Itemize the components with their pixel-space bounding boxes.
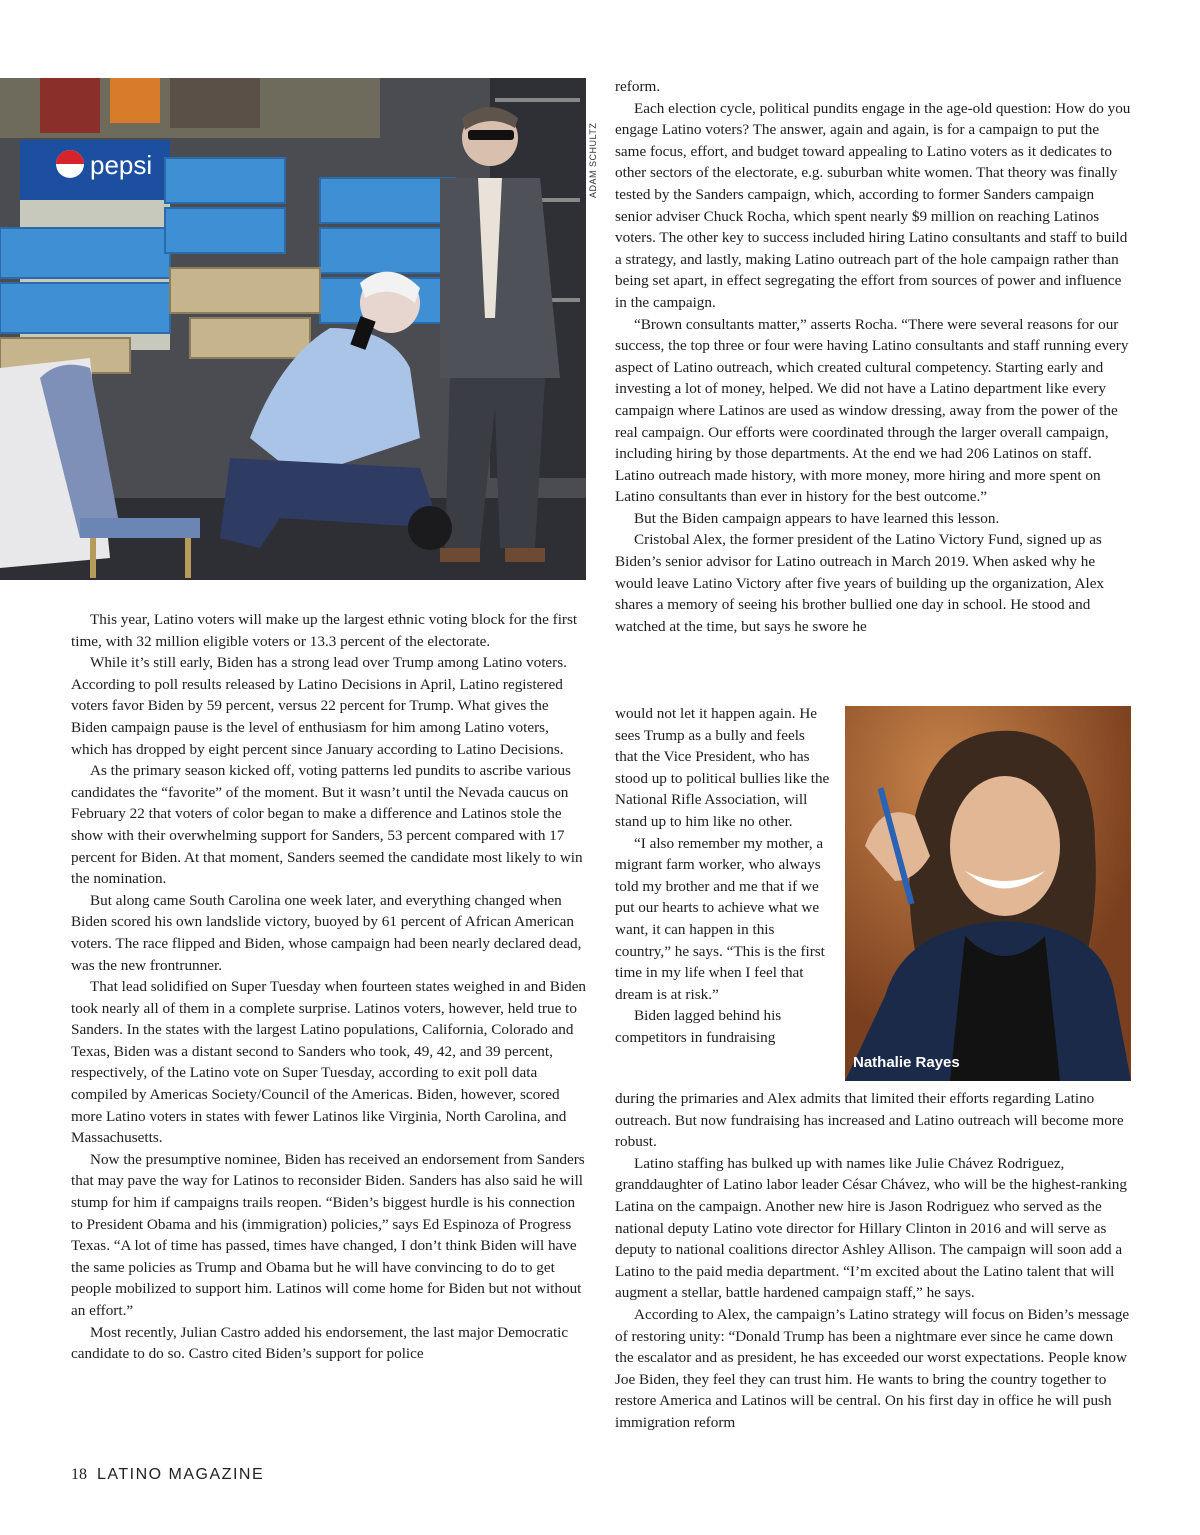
photo-credit: ADAM SCHULTZ <box>588 122 598 198</box>
paragraph: But the Biden campaign appears to have learned this lesson. <box>634 509 1000 527</box>
nathalie-rayes-photo <box>845 706 1131 1081</box>
paragraph: Each election cycle, political pundits engage in the age-old question: How do you engage Latino voters? The answer, again and again, is for a campaign to put the same focus, effort, and budget toward appealing to Latino voters as it dedicates to other sectors of the electorate, e.g. suburban white women. That theory was finally tested by the Sanders campaign, which, according to former Sanders campaign senior adviser Chuck Rocha, which spent nearly $9 million on reaching Latinos voters. The other key to success included hiring Latino consultants and staff to build a strategy, and lastly, making Latino outreach part of the hole campaign rather than being set apart, in effect segregating the effort from sources of power and influence in the campaign. <box>615 99 1131 311</box>
paragraph: Latino staffing has bulked up with names like Julie Chávez Rodriguez, granddaughter of Latino labor leader César Chávez, who will be the highest-ranking Latina on the campaign. Another new hire is Jason Rodriguez who served as the national deputy Latino vote director for Hillary Clinton in 2016 and will serve as deputy to national coalitions director Ashley Allison. The campaign will soon add a Latino to the paid media department. “I’m excited about the Latino talent that will augment a stellar, battle hardened campaign staff,” he says. <box>615 1154 1127 1302</box>
paragraph: reform. <box>615 78 661 95</box>
paragraph: would not let it happen again. He sees Trump as a bully and feels that the Vice President, who has stood up to political bullies like the National Rifle Association, will stand up to him like no other. <box>615 705 830 830</box>
right-column-top <box>615 76 1133 637</box>
magazine-name: LATINO MAGAZINE <box>97 1466 265 1483</box>
left-column <box>71 609 587 1365</box>
paragraph: Now the presumptive nominee, Biden has received an endorsement from Sanders that may pave the way for Latinos to reconsider Biden. Sanders has also said he will stump for him if campaigns trails reopen. “Biden’s biggest hurdle is his connection to President Obama and his (immigration) policies,” says Ed Espinoza of Progress Texas. “A lot of time has passed, times have changed, I don’t think Biden will have the same policies as Trump and Obama but he will have convincing to do to get people mobilized to support him. Latinos will come home for Biden but not without an effort.” <box>71 1150 585 1319</box>
paragraph: According to Alex, the campaign’s Latino strategy will focus on Biden’s message of restoring unity: “Donald Trump has been a nightmare ever since he came down the escalator and as president, he has exceeded our worst expectations. People know Joe Biden, they feel they can trust him. He wants to bring the country together to restore America and Latinos will be central. On his first day in office he will push immigration reform <box>615 1305 1130 1431</box>
biden-phone-photo-illustration <box>0 78 586 580</box>
page-number: 18 <box>71 1466 87 1483</box>
paragraph: Cristobal Alex, the former president of the Latino Victory Fund, signed up as Biden’s senior advisor for Latino outreach in March 2019. When asked why he would leave Latino Victory after five years of building up the organization, Alex shares a memory of seeing his brother bullied one day in school. He stood and watched at the time, but says he swore he <box>615 531 1105 635</box>
pepsi-logo-text: pepsi <box>90 150 153 180</box>
paragraph: during the primaries and Alex admits that limited their efforts regarding Latino outreach. But now fundraising has increased and Latino outreach will become more robust. <box>615 1090 1124 1151</box>
paragraph: “I also remember my mother, a migrant farm worker, who always told my brother and me that if we put our hearts to achieve what we want, it can happen in this country,” he says. “This is the first time in my life when I feel that dream is at risk.” <box>615 834 825 1003</box>
paragraph: “Brown consultants matter,” asserts Rocha. “There were several reasons for our success, the top three or four were having Latino consultants and staff running every aspect of Latino outreach, which created cultural competency. Starting early and investing a lot of money, helped. We did not have a Latino department like every campaign where Latinos are used as window dressing, away from the power of the real campaign. Our efforts were coordinated through the larger overall campaign, including hiring by those departments. At the end we had 206 Latinos on staff. Latino outreach made history, with more money, more hiring and more spent on Latino consultants than ever in history for the best outcome.” <box>615 315 1129 506</box>
photo-caption: Nathalie Rayes <box>853 1054 960 1071</box>
paragraph: While it’s still early, Biden has a strong lead over Trump among Latino voters. According to poll results released by Latino Decisions in April, Latino registered voters favor Biden by 59 percent, versus 22 percent for Trump. What gives the Biden campaign pause is the level of enthusiasm for him among Latino voters, which has dropped by eight percent since January according to Latino Decisions. <box>71 654 567 758</box>
paragraph: But along came South Carolina one week later, and everything changed when Biden scored his own landslide victory, buoyed by 61 percent of African American voters. The race flipped and Biden, whose campaign had been nearly declared dead, was the new frontrunner. <box>71 891 582 974</box>
paragraph: As the primary season kicked off, voting patterns led pundits to ascribe various candidates the “favorite” of the moment. But it wasn’t until the Nevada caucus on February 22 that voters of color began to make a difference and Latinos stole the show with their overwhelming support for Sanders, 53 percent compared with 17 percent for Biden. At that moment, Sanders seemed the candidate most likely to win the nomination. <box>71 762 583 888</box>
paragraph: This year, Latino voters will make up the largest ethnic voting block for the first time, with 32 million eligible voters or 13.3 percent of the electorate. <box>71 611 578 650</box>
portrait-illustration <box>845 706 1131 1081</box>
paragraph: Most recently, Julian Castro added his endorsement, the last major Democratic candidate to do so. Castro cited Biden’s support for police <box>71 1323 569 1363</box>
paragraph: Biden lagged behind his competitors in fundraising <box>615 1007 782 1046</box>
paragraph: That lead solidified on Super Tuesday when fourteen states weighed in and Biden took nearly all of them in a complete surprise. Latinos voters, however, held true to Sanders. In the states with the largest Latino populations, California, Colorado and Texas, Biden was a distant second to Sanders who took, 49, 42, and 39 percent, respectively, of the Latino vote on Super Tuesday, according to exit poll data compiled by Americas Society/Council of the Americas. Biden, however, scored more Latino voters in states with fewer Latinos like Virginia, North Carolina, and Massachusetts. <box>71 978 587 1147</box>
page-footer <box>71 1466 264 1484</box>
biden-phone-photo <box>0 78 586 580</box>
right-column-wrap <box>615 703 831 1049</box>
right-column-bottom <box>615 1088 1133 1434</box>
